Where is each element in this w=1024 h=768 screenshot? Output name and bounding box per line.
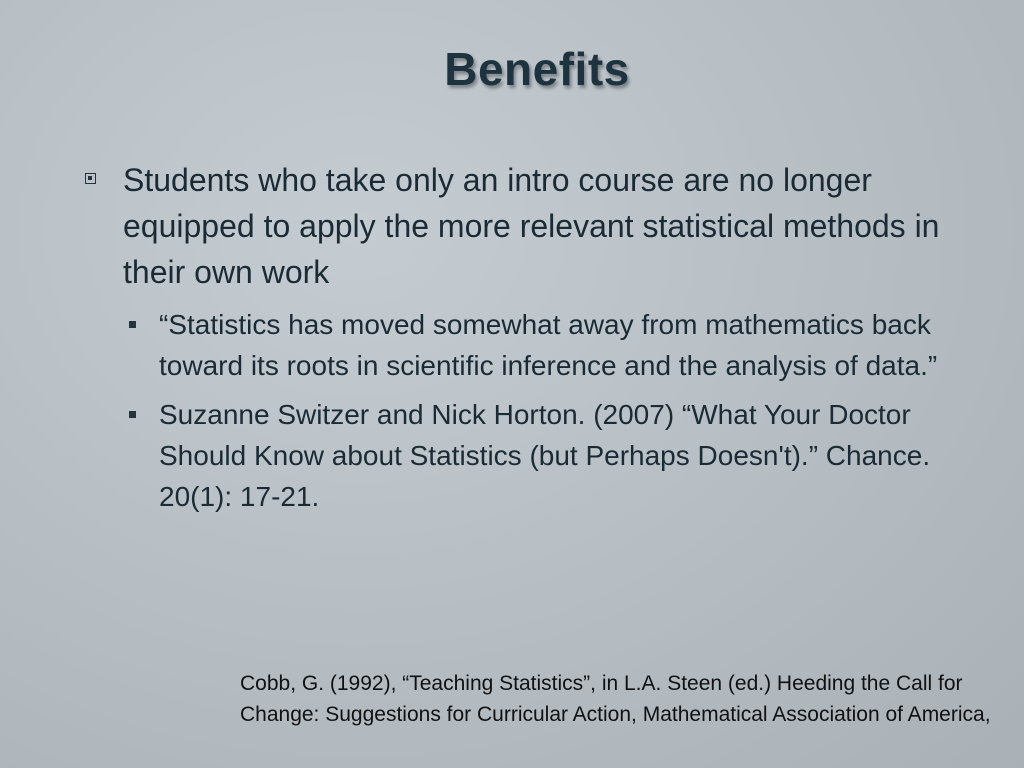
bullet-level2-text: Suzanne Switzer and Nick Horton. (2007) “What Your Doctor Should Know about Statistics (but Perhaps Doesn't).” Chance. 20(1): 17-21. [159, 399, 931, 512]
citation-text: Cobb, G. (1992), “Teaching Statistics”, in L.A. Steen (ed.) Heeding the Call for Change: Suggestions for Curricular Action, Mathematical Association of America, [240, 672, 991, 726]
bullet-level2-text: “Statistics has moved somewhat away from mathematics back toward its roots in scientific inference and the analysis of data.” [159, 309, 938, 381]
sub-bullet-list [127, 304, 964, 517]
bullet-level1-text: Students who take only an intro course are no longer equipped to apply the more relevant statistical methods in their own work [123, 162, 940, 290]
square-bullet-icon [129, 411, 136, 418]
bullet-level2 [127, 394, 964, 517]
slide-content [84, 157, 964, 525]
bullet-level1 [84, 157, 964, 295]
bullet-level2 [127, 304, 964, 386]
slide-title: Benefits [444, 43, 630, 95]
square-bullet-icon [85, 173, 96, 184]
square-bullet-icon [129, 321, 136, 328]
